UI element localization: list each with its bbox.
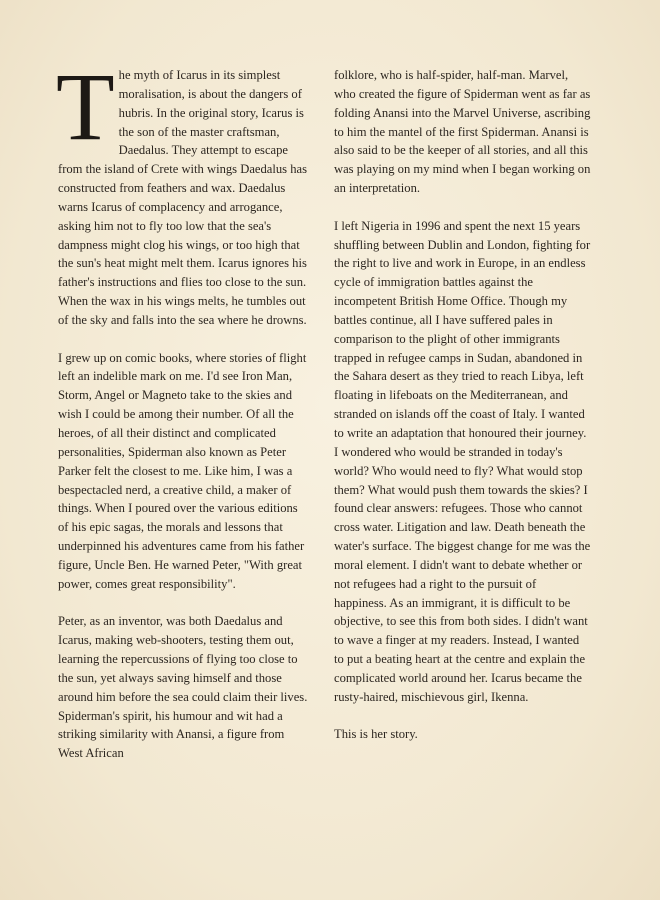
drop-cap: T — [56, 53, 115, 160]
right-column — [334, 66, 592, 763]
paragraph-icarus-myth-text: he myth of Icarus in its simplest moralisation, is about the dangers of hubris. In the original story, Icarus is the son of the master craftsman, Daedalus. They attempt to escape from the island of Crete with wings Daedalus has constructed from feathers and wax. Daedalus warns Icarus of complacency and arrogance, asking him not to fly too low that the sea's dampness might clog his wings, or too high that the sun's heat might melt them. Icarus ignores his father's instructions and flies too close to the sun. When the wax in his wings melts, he tumbles out of the sky and falls into the sea where he drowns. — [58, 68, 308, 327]
paragraph-closing: This is her story. — [334, 727, 418, 742]
paragraph-icarus-myth — [56, 53, 310, 330]
paragraph-nigeria: I left Nigeria in 1996 and spent the next 15 years shuffling between Dublin and London, fighting for the right to live and work in Europe, in an endless cycle of immigration battles against the incompetent British Home Office. Though my battles continue, all I have suffered pales in comparison to the plight of other immigrants trapped in refugee camps in Sudan, abandoned in the Sahara desert as they tried to reach Libya, left floating in lifeboats on the Mediterranean, and stranded on islands off the coast of Italy. I wanted to write an adaptation that honoured their journey. I wondered who would be stranded in today's world? Who would need to fly? What would stop them? What would push them towards the skies? I found clear answers: refugees. Those who cannot cross water. Litigation and law. Death beneath the water's surface. The biggest change for me was the moral element. I didn't want to debate whether or not refugees had a right to the pursuit of happiness. As an immigrant, it is difficult to be objective, to see this from both sides. I didn't want to wave a finger at my readers. Instead, I wanted to put a beating heart at the centre and explain the complicated world around her. Icarus became the rusty-haired, mischievous girl, Ikenna. — [334, 218, 591, 704]
paragraph-peter-inventor-part2: folklore, who is half-spider, half-man. Marvel, who created the figure of Spiderman went as far as folding Anansi into the Marvel Universe, ascribing to him the mantel of the first Spiderman. Anansi is also said to be the keeper of all stories, and all this was playing on my mind when I began working on an interpretation. — [334, 68, 591, 196]
paragraph-comic-books: I grew up on comic books, where stories of flight left an indelible mark on me. I'd see Iron Man, Storm, Angel or Magneto take to the skies and wish I could be among their number. Of all the heroes, of all their distinct and complicated personalities, Spiderman also known as Peter Parker felt the closest to me. Like him, I was a bespectacled nerd, a creative child, a maker of things. When I poured over the various editions of his epic sagas, the morals and lessons that underpinned his adventures came from his father figure, Uncle Ben. He warned Peter, "With great power, comes great responsibility". — [58, 350, 307, 591]
paragraph-peter-inventor-part1: Peter, as an inventor, was both Daedalus and Icarus, making web-shooters, testing them out, learning the repercussions of flying too close to the sun, yet always saving himself and those around him before the sea could claim their lives. Spiderman's spirit, his humour and wit had a striking similarity with Anansi, a figure from West African — [58, 614, 308, 761]
left-column — [56, 53, 310, 782]
